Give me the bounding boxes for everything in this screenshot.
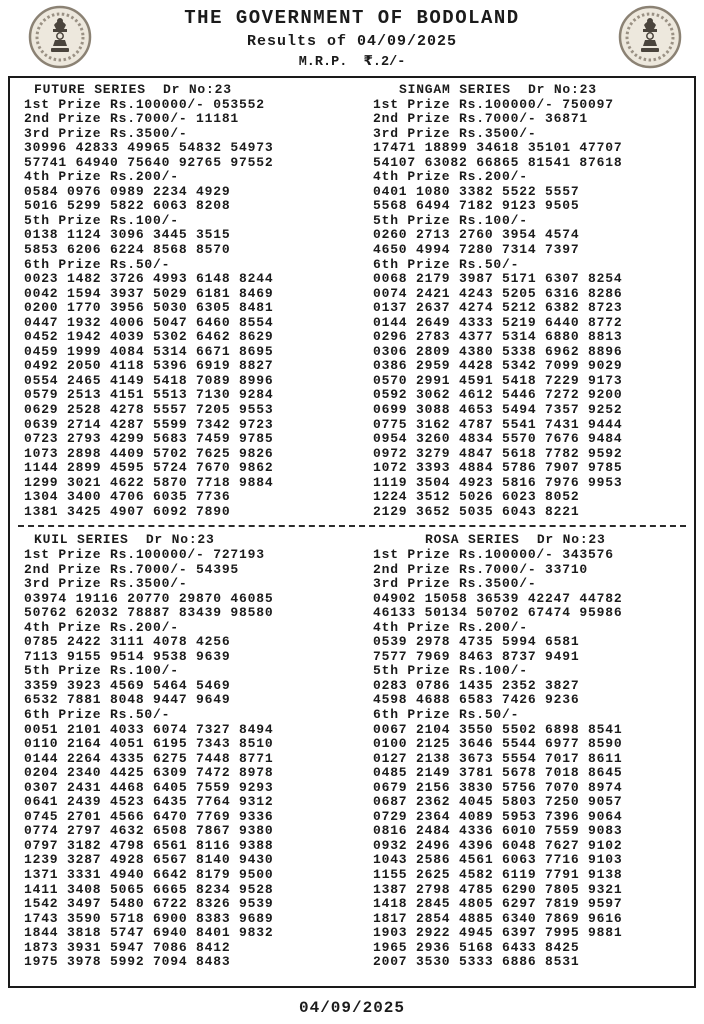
winning-numbers-row: 1304 3400 4706 6035 7736 [24, 489, 231, 505]
winning-numbers-row: 0023 1482 3726 4993 6148 8244 [24, 271, 274, 287]
series-body [373, 548, 690, 970]
series-block-singam [357, 83, 690, 519]
prize-label: 5th Prize Rs.100/- [373, 663, 528, 679]
winning-numbers-row: 1844 3818 5747 6940 8401 9832 [24, 925, 274, 941]
footer-date: 04/09/2025 [298, 998, 405, 1017]
winning-numbers-row: 0729 2364 4089 5953 7396 9064 [373, 808, 623, 824]
winning-numbers-row: 1239 3287 4928 6567 8140 9430 [24, 852, 274, 868]
winning-numbers-row: 1381 3425 4907 6092 7890 [24, 503, 231, 519]
winning-numbers-row: 04902 15058 36539 42247 44782 [373, 590, 623, 606]
winning-numbers-row: 1224 3512 5026 6023 8052 [373, 489, 580, 505]
winning-numbers-row: 1073 2898 4409 5702 7625 9826 [24, 445, 274, 461]
prize-label: 3rd Prize Rs.3500/- [373, 576, 537, 592]
prize-label: 6th Prize Rs.50/- [24, 706, 171, 722]
winning-numbers-row: 0592 3062 4612 5446 7272 9200 [373, 387, 623, 403]
winning-numbers-row: 1418 2845 4805 6297 7819 9597 [373, 896, 623, 912]
winning-numbers-row: 0785 2422 3111 4078 4256 [24, 634, 231, 650]
winning-numbers-row: 0067 2104 3550 5502 6898 8541 [373, 721, 623, 737]
page-header [0, 0, 704, 76]
winning-numbers-row: 0972 3279 4847 5618 7782 9592 [373, 445, 623, 461]
series-title: KUIL SERIES Dr No:23 [34, 532, 215, 548]
winning-numbers-row: 1119 3504 4923 5816 7976 9953 [373, 474, 623, 490]
winning-numbers-row: 1542 3497 5480 6722 8326 9539 [24, 896, 274, 912]
winning-numbers-row: 0144 2264 4335 6275 7448 8771 [24, 750, 274, 766]
winning-numbers-row: 0699 3088 4653 5494 7357 9252 [373, 402, 623, 418]
winning-numbers-row: 2007 3530 5333 6886 8531 [373, 954, 580, 970]
winning-numbers-row: 0401 1080 3382 5522 5557 [373, 183, 580, 199]
series-body [24, 98, 357, 520]
winning-numbers-row: 0100 2125 3646 5544 6977 8590 [373, 736, 623, 752]
winning-numbers-row: 1903 2922 4945 6397 7995 9881 [373, 925, 623, 941]
series-block-rosa [357, 533, 690, 969]
prize-label: 6th Prize Rs.50/- [24, 256, 171, 272]
winning-numbers-row: 0459 1999 4084 5314 6671 8695 [24, 343, 274, 359]
winning-numbers-row: 3359 3923 4569 5464 5469 [24, 677, 231, 693]
winning-numbers-row: 1043 2586 4561 6063 7716 9103 [373, 852, 623, 868]
series-block-future [24, 83, 357, 519]
prize-label: 4th Prize Rs.200/- [24, 169, 179, 185]
prize-label: 4th Prize Rs.200/- [373, 169, 528, 185]
winning-numbers-row: 1371 3331 4940 6642 8179 9500 [24, 866, 274, 882]
dashed-divider [18, 525, 686, 527]
winning-numbers-row: 0687 2362 4045 5803 7250 9057 [373, 794, 623, 810]
winning-numbers-row: 0485 2149 3781 5678 7018 8645 [373, 765, 623, 781]
winning-numbers-row: 1144 2899 4595 5724 7670 9862 [24, 460, 274, 476]
winning-numbers-row: 0797 3182 4798 6561 8116 9388 [24, 837, 274, 853]
page-title: THE GOVERNMENT OF BODOLAND [184, 7, 520, 29]
winning-numbers-row: 4650 4994 7280 7314 7397 [373, 242, 580, 258]
winning-numbers-row: 5016 5299 5822 6063 8208 [24, 198, 231, 214]
winning-numbers-row: 0932 2496 4396 6048 7627 9102 [373, 837, 623, 853]
winning-numbers-row: 0570 2991 4591 5418 7229 9173 [373, 372, 623, 388]
winning-numbers-row: 0110 2164 4051 6195 7343 8510 [24, 736, 274, 752]
winning-numbers-row: 54107 63082 66865 81541 87618 [373, 154, 623, 170]
series-body [24, 548, 357, 970]
winning-numbers-row: 1155 2625 4582 6119 7791 9138 [373, 866, 623, 882]
winning-numbers-row: 0679 2156 3830 5756 7070 8974 [373, 779, 623, 795]
prize-label: 2nd Prize Rs.7000/- 36871 [373, 111, 589, 127]
winning-numbers-row: 17471 18899 34618 35101 47707 [373, 140, 623, 156]
government-seal-icon [618, 5, 682, 69]
winning-numbers-row: 0539 2978 4735 5994 6581 [373, 634, 580, 650]
winning-numbers-row: 4598 4688 6583 7426 9236 [373, 692, 580, 708]
prize-label: 1st Prize Rs.100000/- 343576 [373, 546, 614, 562]
winning-numbers-row: 57741 64940 75640 92765 97552 [24, 154, 274, 170]
winning-numbers-row: 1965 2936 5168 6433 8425 [373, 939, 580, 955]
winning-numbers-row: 0307 2431 4468 6405 7559 9293 [24, 779, 274, 795]
winning-numbers-row: 0306 2809 4380 5338 6962 8896 [373, 343, 623, 359]
mrp-line: M.R.P. ₹.2/- [298, 55, 406, 70]
government-seal-icon [28, 5, 92, 69]
winning-numbers-row: 7113 9155 9514 9538 9639 [24, 648, 231, 664]
prize-label: 3rd Prize Rs.3500/- [373, 125, 537, 141]
prize-label: 1st Prize Rs.100000/- 053552 [24, 96, 265, 112]
series-body [373, 98, 690, 520]
winning-numbers-row: 1975 3978 5992 7094 8483 [24, 954, 231, 970]
top-half [10, 78, 694, 524]
prize-label: 3rd Prize Rs.3500/- [24, 576, 188, 592]
winning-numbers-row: 0492 2050 4118 5396 6919 8827 [24, 358, 274, 374]
winning-numbers-row: 0074 2421 4243 5205 6316 8286 [373, 285, 623, 301]
winning-numbers-row: 0051 2101 4033 6074 7327 8494 [24, 721, 274, 737]
series-title: FUTURE SERIES Dr No:23 [34, 82, 232, 97]
winning-numbers-row: 46133 50134 50702 67474 95986 [373, 605, 623, 621]
winning-numbers-row: 0816 2484 4336 6010 7559 9083 [373, 823, 623, 839]
winning-numbers-row: 1817 2854 4885 6340 7869 9616 [373, 910, 623, 926]
winning-numbers-row: 1072 3393 4884 5786 7907 9785 [373, 460, 623, 476]
prize-label: 5th Prize Rs.100/- [24, 212, 179, 228]
winning-numbers-row: 1387 2798 4785 6290 7805 9321 [373, 881, 623, 897]
prize-label: 5th Prize Rs.100/- [24, 663, 179, 679]
winning-numbers-row: 0138 1124 3096 3445 3515 [24, 227, 231, 243]
winning-numbers-row: 50762 62032 78887 83439 98580 [24, 605, 274, 621]
winning-numbers-row: 0954 3260 4834 5570 7676 9484 [373, 431, 623, 447]
winning-numbers-row: 30996 42833 49965 54832 54973 [24, 140, 274, 156]
results-date-line: Results of 04/09/2025 [246, 33, 458, 50]
winning-numbers-row: 0068 2179 3987 5171 6307 8254 [373, 271, 623, 287]
results-box [8, 76, 696, 988]
winning-numbers-row: 03974 19116 20770 29870 46085 [24, 590, 274, 606]
winning-numbers-row: 7577 7969 8463 8737 9491 [373, 648, 580, 664]
winning-numbers-row: 6532 7881 8048 9447 9649 [24, 692, 231, 708]
winning-numbers-row: 0260 2713 2760 3954 4574 [373, 227, 580, 243]
winning-numbers-row: 0629 2528 4278 5557 7205 9553 [24, 402, 274, 418]
winning-numbers-row: 1743 3590 5718 6900 8383 9689 [24, 910, 274, 926]
winning-numbers-row: 1299 3021 4622 5870 7718 9884 [24, 474, 274, 490]
winning-numbers-row: 0723 2793 4299 5683 7459 9785 [24, 431, 274, 447]
winning-numbers-row: 0584 0976 0989 2234 4929 [24, 183, 231, 199]
prize-label: 3rd Prize Rs.3500/- [24, 125, 188, 141]
winning-numbers-row: 0296 2783 4377 5314 6880 8813 [373, 329, 623, 345]
winning-numbers-row: 0774 2797 4632 6508 7867 9380 [24, 823, 274, 839]
series-title: SINGAM SERIES Dr No:23 [399, 82, 597, 97]
prize-label: 4th Prize Rs.200/- [24, 619, 179, 635]
winning-numbers-row: 0639 2714 4287 5599 7342 9723 [24, 416, 274, 432]
winning-numbers-row: 0745 2701 4566 6470 7769 9336 [24, 808, 274, 824]
winning-numbers-row: 0775 3162 4787 5541 7431 9444 [373, 416, 623, 432]
bottom-half [10, 528, 694, 985]
winning-numbers-row: 1873 3931 5947 7086 8412 [24, 939, 231, 955]
prize-label: 2nd Prize Rs.7000/- 33710 [373, 561, 589, 577]
winning-numbers-row: 1411 3408 5065 6665 8234 9528 [24, 881, 274, 897]
series-block-kuil [24, 533, 357, 969]
prize-label: 6th Prize Rs.50/- [373, 706, 520, 722]
prize-label: 1st Prize Rs.100000/- 727193 [24, 546, 265, 562]
prize-label: 1st Prize Rs.100000/- 750097 [373, 96, 614, 112]
winning-numbers-row: 0127 2138 3673 5554 7017 8611 [373, 750, 623, 766]
winning-numbers-row: 0204 2340 4425 6309 7472 8978 [24, 765, 274, 781]
prize-label: 2nd Prize Rs.7000/- 11181 [24, 111, 240, 127]
prize-label: 5th Prize Rs.100/- [373, 212, 528, 228]
winning-numbers-row: 0137 2637 4274 5212 6382 8723 [373, 300, 623, 316]
winning-numbers-row: 0386 2959 4428 5342 7099 9029 [373, 358, 623, 374]
winning-numbers-row: 0283 0786 1435 2352 3827 [373, 677, 580, 693]
winning-numbers-row: 0200 1770 3956 5030 6305 8481 [24, 300, 274, 316]
winning-numbers-row: 0144 2649 4333 5219 6440 8772 [373, 314, 623, 330]
winning-numbers-row: 2129 3652 5035 6043 8221 [373, 503, 580, 519]
winning-numbers-row: 0452 1942 4039 5302 6462 8629 [24, 329, 274, 345]
winning-numbers-row: 0554 2465 4149 5418 7089 8996 [24, 372, 274, 388]
winning-numbers-row: 0447 1932 4006 5047 6460 8554 [24, 314, 274, 330]
prize-label: 4th Prize Rs.200/- [373, 619, 528, 635]
winning-numbers-row: 0579 2513 4151 5513 7130 9284 [24, 387, 274, 403]
winning-numbers-row: 0641 2439 4523 6435 7764 9312 [24, 794, 274, 810]
winning-numbers-row: 5853 6206 6224 8568 8570 [24, 242, 231, 258]
winning-numbers-row: 5568 6494 7182 9123 9505 [373, 198, 580, 214]
winning-numbers-row: 0042 1594 3937 5029 6181 8469 [24, 285, 274, 301]
series-title: ROSA SERIES Dr No:23 [425, 532, 606, 548]
prize-label: 2nd Prize Rs.7000/- 54395 [24, 561, 240, 577]
prize-label: 6th Prize Rs.50/- [373, 256, 520, 272]
